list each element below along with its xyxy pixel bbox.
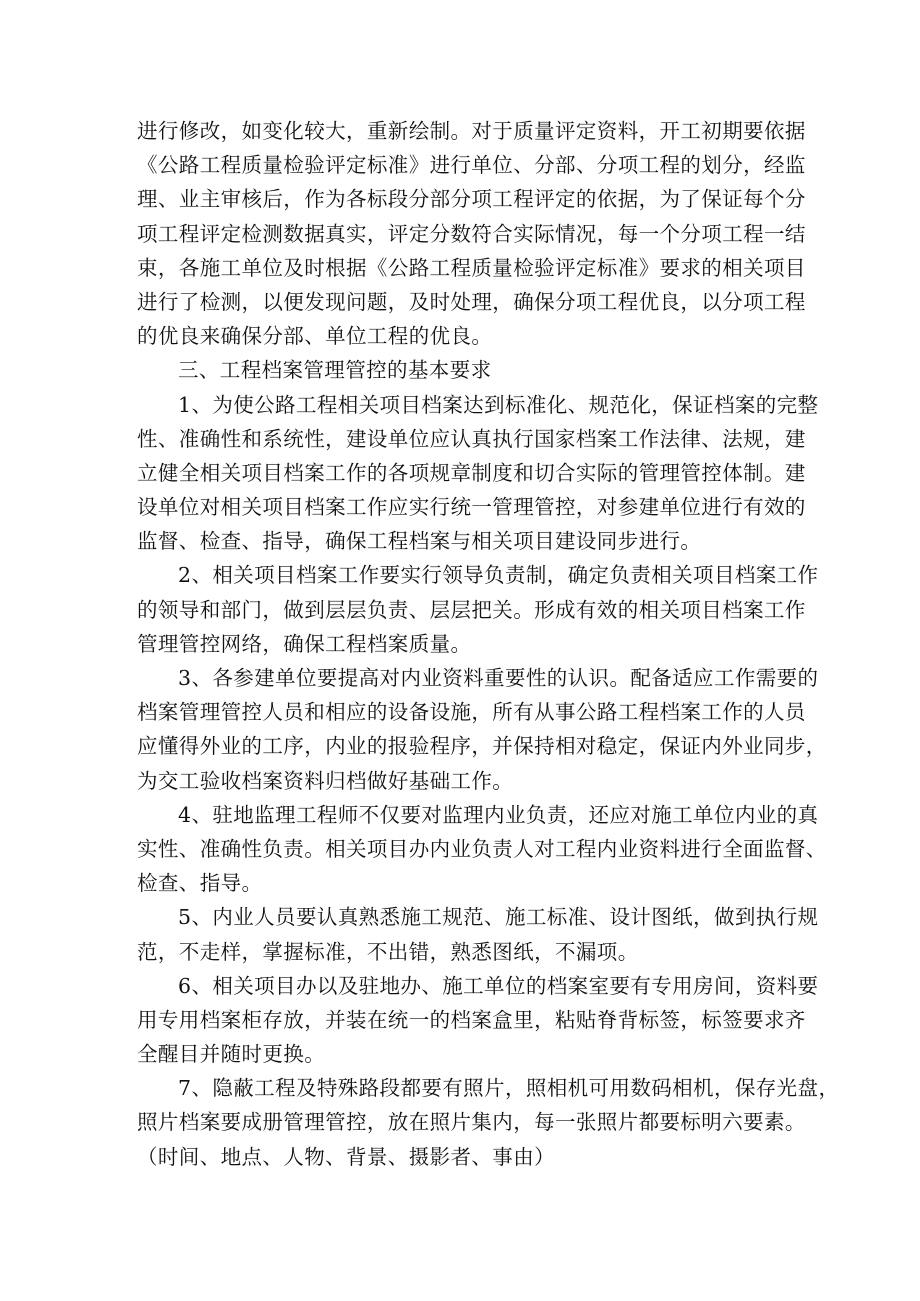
text-line: 实性、准确性负责。相关项目办内业负责人对工程内业资料进行全面监督、 (137, 836, 827, 861)
text-line: 用专用档案柜存放，并装在统一的档案盒里，粘贴脊背标签，标签要求齐 (137, 1007, 806, 1032)
body-text (137, 114, 840, 1174)
text-line: （时间、地点、人物、背景、摄影者、事由） (137, 1144, 555, 1169)
text-line: 检查、指导。 (137, 871, 263, 896)
text-line: 应懂得外业的工序，内业的报验程序，并保持相对稳定，保证内外业同步， (137, 734, 827, 759)
text-line: 范，不走样，掌握标准，不出错，熟悉图纸，不漏项。 (137, 939, 639, 964)
text-line: 进行修改，如变化较大，重新绘制。对于质量评定资料，开工初期要依据 (137, 119, 806, 143)
text-line: 4、驻地监理工程师不仅要对监理内业负责，还应对施工单位内业的真 (178, 802, 819, 827)
text-line: 6、相关项目办以及驻地办、施工单位的档案室要有专用房间，资料要 (178, 973, 819, 998)
text-line: 3、各参建单位要提高对内业资料重要性的认识。配备适应工作需要的 (178, 666, 819, 690)
text-line: 项工程评定检测数据真实，评定分数符合实际情况，每一个分项工程一结 (137, 221, 806, 246)
text-line: 理、业主审核后，作为各标段分部分项工程评定的依据，为了保证每个分 (137, 187, 806, 212)
text-line: 1、为使公路工程相关项目档案达到标准化、规范化，保证档案的完整 (178, 392, 819, 417)
text-line: 的领导和部门，做到层层负责、层层把关。形成有效的相关项目档案工作 (137, 597, 806, 622)
text-line: 的优良来确保分部、单位工程的优良。 (137, 324, 493, 349)
text-line: 全醒目并随时更换。 (137, 1042, 326, 1067)
text-line: 档案管理管控人员和相应的设备设施，所有从事公路工程档案工作的人员 (137, 700, 806, 725)
text-line: 5、内业人员要认真熟悉施工规范、施工标准、设计图纸，做到执行规 (178, 905, 819, 930)
text-line: 监督、检查、指导，确保工程档案与相关项目建设同步进行。 (137, 529, 702, 554)
text-line: 设单位对相关项目档案工作应实行统一管理管控，对参建单位进行有效的 (137, 495, 806, 520)
text-line: 束，各施工单位及时根据《公路工程质量检验评定标准》要求的相关项目 (137, 255, 806, 280)
text-line: 立健全相关项目档案工作的各项规章制度和切合实际的管理管控体制。建 (137, 460, 806, 485)
text-line: 2、相关项目档案工作要实行领导负责制，确定负责相关项目档案工作 (178, 563, 819, 588)
text-line: 7、隐蔽工程及特殊路段都要有照片，照相机可用数码相机，保存光盘， (178, 1076, 840, 1101)
text-line: 为交工验收档案资料归档做好基础工作。 (137, 768, 514, 793)
text-line: 进行了检测，以便发现问题，及时处理，确保分项工程优良，以分项工程 (137, 289, 806, 314)
text-line: 管理管控网络，确保工程档案质量。 (137, 631, 472, 656)
text-line: 性、准确性和系统性，建设单位应认真执行国家档案工作法律、法规，建 (137, 426, 806, 451)
text-line: 三、工程档案管理管控的基本要求 (178, 358, 492, 383)
text-line: 照片档案要成册管理管控，放在照片集内，每一张照片都要标明六要素。 (137, 1110, 806, 1135)
text-line: 《公路工程质量检验评定标准》进行单位、分部、分项工程的划分，经监 (137, 153, 806, 178)
